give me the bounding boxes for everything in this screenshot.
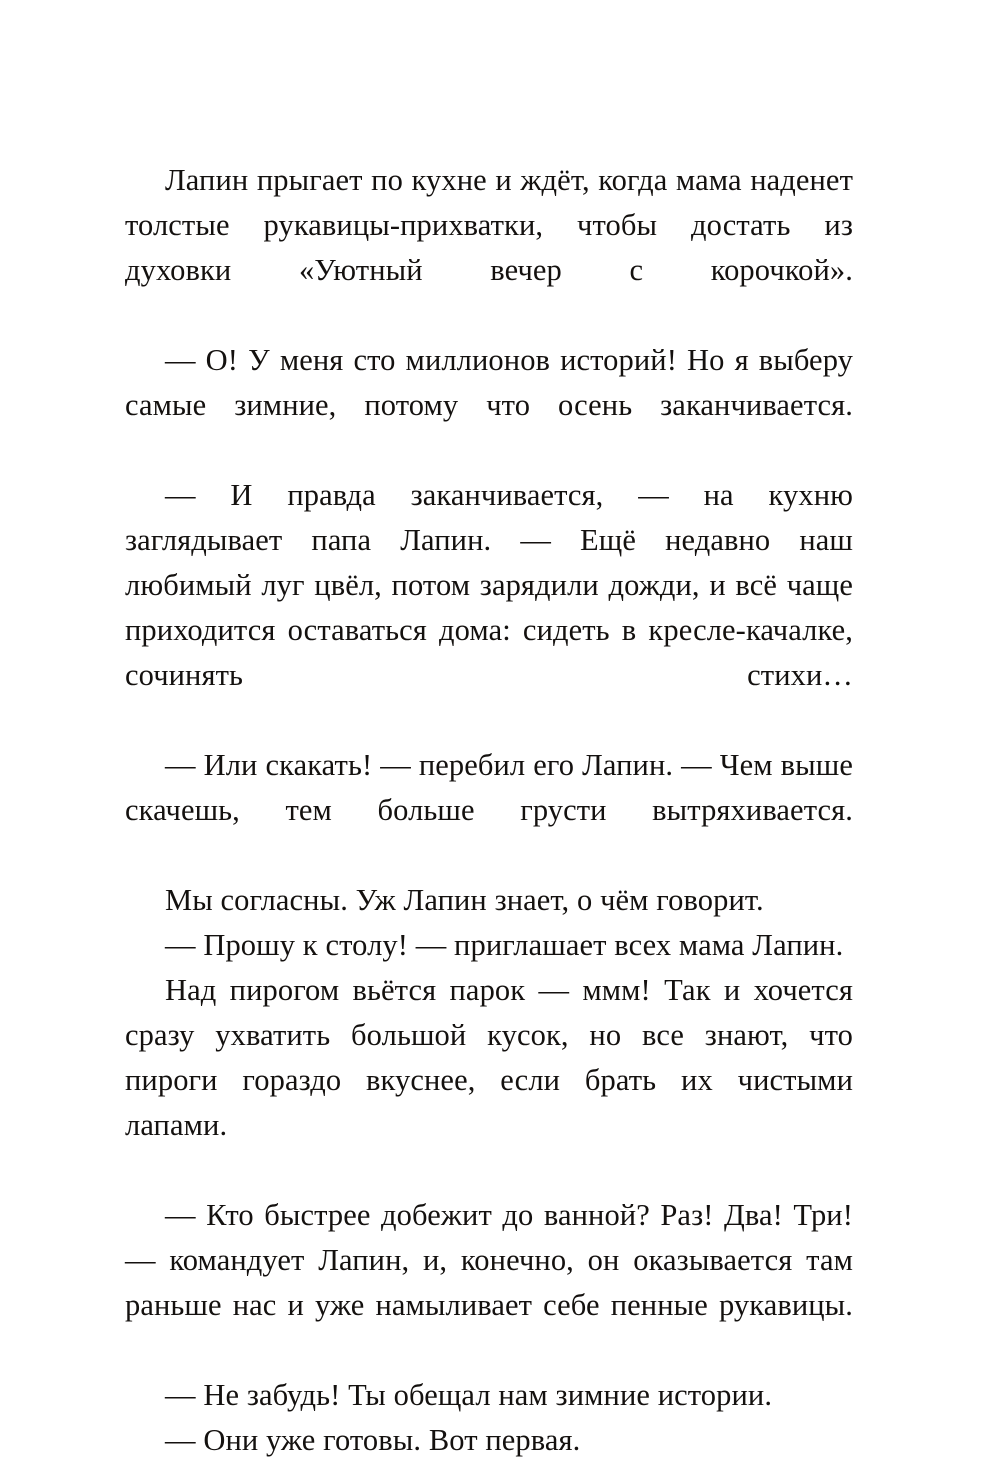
paragraph-7: Над пирогом вьётся парок — ммм! Так и хочется сразу ухватить большой кусок, но все знают, что пироги гораздо вкуснее, если брать их чистыми лапами.: [125, 973, 853, 1142]
paragraph-6: — Прошу к столу! — приглашает всех мама Лапин.: [165, 928, 844, 962]
paragraph-5: Мы согласны. Уж Лапин знает, о чём говорит.: [165, 883, 764, 917]
paragraph-9: — Не забудь! Ты обещал нам зимние истории.: [165, 1378, 773, 1412]
paragraph-10: — Они уже готовы. Вот первая.: [165, 1423, 581, 1457]
paragraph-3: — И правда заканчивается, — на кухню заглядывает папа Лапин. — Ещё недавно наш любимый луг цвёл, потом зарядили дожди, и всё чаще приходится оставаться дома: сидеть в кресле-качалке, сочинять стихи…: [125, 478, 853, 692]
paragraph-8: — Кто быстрее добежит до ванной? Раз! Два! Три! — командует Лапин, и, конечно, он оказывается там раньше нас и уже намыливает себе пенные рукавицы.: [125, 1198, 853, 1322]
paragraph-4: — Или скакать! — перебил его Лапин. — Чем выше скачешь, тем больше грусти вытряхивается.: [125, 748, 853, 827]
body-text-block: [125, 158, 853, 1463]
paragraph-2: — О! У меня сто миллионов историй! Но я выберу самые зимние, потому что осень заканчивается.: [125, 343, 853, 422]
paragraph-1: Лапин прыгает по кухне и ждёт, когда мама наденет толстые рукавицы-прихватки, чтобы достать из духовки «Уютный вечер с корочкой».: [125, 163, 853, 287]
